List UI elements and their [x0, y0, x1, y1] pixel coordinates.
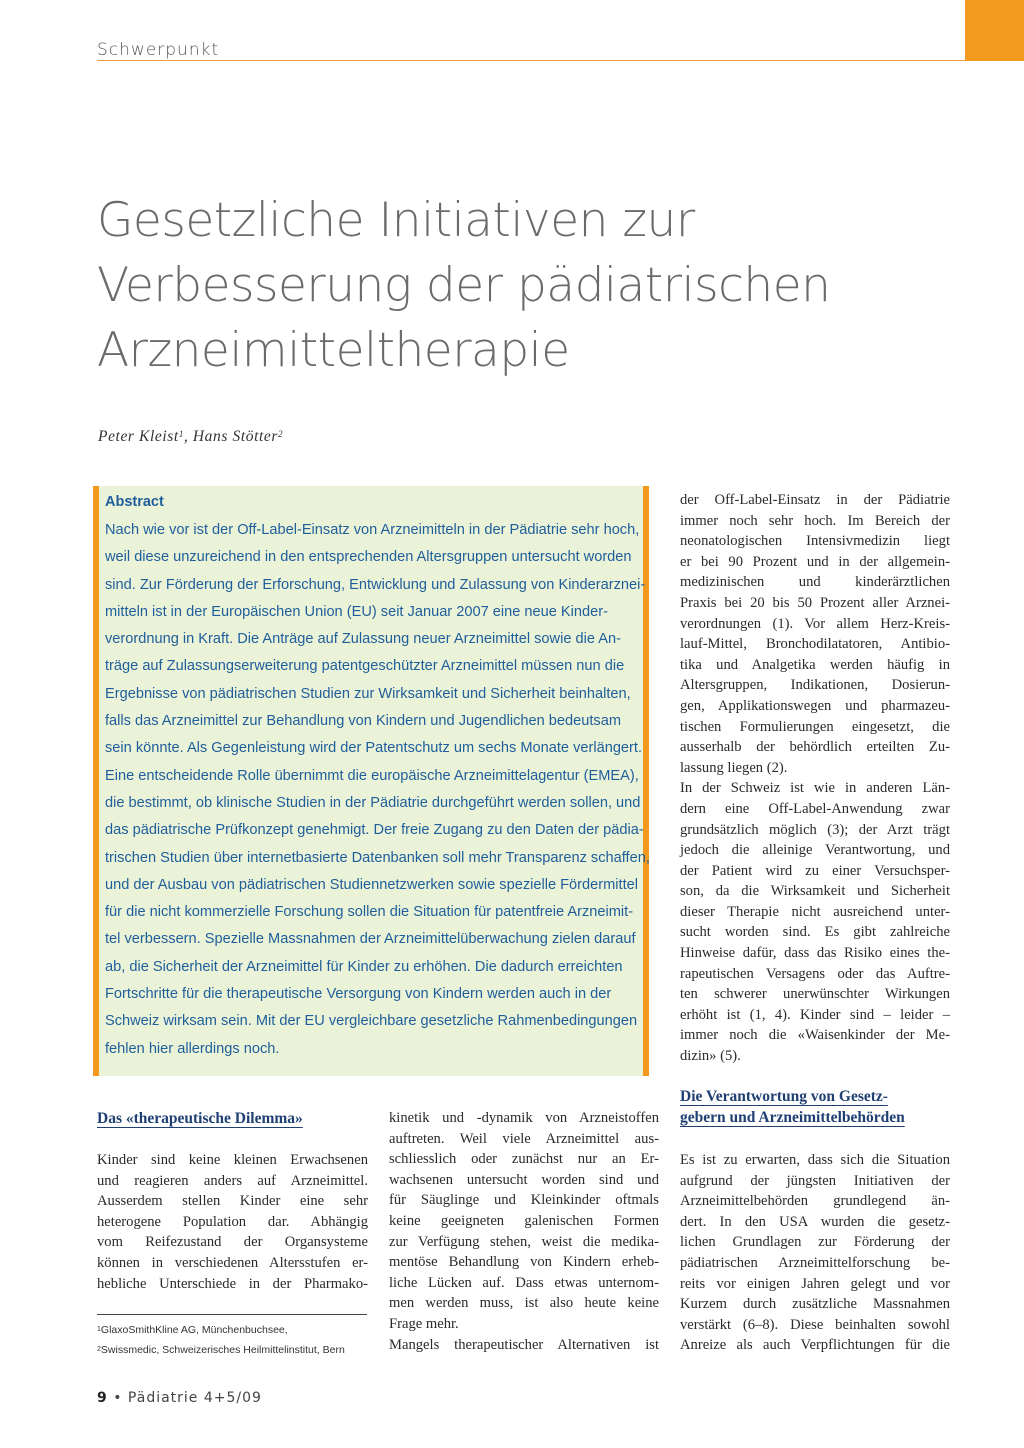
author-affiliation-mark: 1	[178, 429, 184, 439]
abstract-line: für die nicht kommerzielle Forschung sollen die Situation für patentfreie Arzneimit-	[105, 904, 634, 921]
page-number: 9	[97, 1390, 108, 1406]
abstract-line: und der Ausbau von pädiatrischen Studiennetzwerken sowie spezielle Fördermittel	[105, 876, 638, 893]
body-line: heterogene Population dar. Abhängig	[97, 1213, 368, 1230]
column-2-text	[389, 1108, 659, 1355]
heading-line: gebern und Arzneimittelbehörden	[680, 1109, 905, 1126]
body-line: neonatologischen Intensivmedizin liegt	[680, 533, 950, 550]
body-line: Hinweise dafür, dass das Risiko eines the-	[680, 945, 950, 962]
title-line: Arzneimitteltherapie	[97, 323, 570, 378]
body-line: Mangels therapeutischer Alternativen ist	[389, 1336, 659, 1353]
body-line: zur Verfügung stehen, weist die medika-	[389, 1233, 659, 1250]
header-rule	[97, 60, 965, 61]
abstract-line: die bestimmt, ob klinische Studien in der Pädiatrie durchgeführt werden sollen, und	[105, 794, 641, 811]
body-line: er bei 90 Prozent und in der allgemein-	[680, 553, 950, 570]
body-line: lauf-Mittel, Bronchodilatatoren, Antibio-	[680, 636, 950, 653]
body-line: Kurzem durch zusätzliche Massnahmen	[680, 1296, 950, 1313]
body-line: medizinischen und kinderärztlichen	[680, 574, 950, 591]
abstract-line: tel verbessern. Spezielle Massnahmen der Arzneimittelüberwachung zielen darauf	[105, 931, 636, 948]
title-line: Verbesserung der pädiatrischen	[97, 258, 831, 313]
author-affiliation-mark: 2	[278, 429, 284, 439]
abstract-line: weil diese unzureichend in den entsprechenden Altersgruppen untersucht worden	[105, 549, 632, 566]
abstract-line: Ergebnisse von pädiatrischen Studien zur Wirksamkeit und Sicherheit beinhalten,	[105, 685, 631, 702]
body-line: auftreten. Weil viele Arzneimittel aus-	[389, 1130, 659, 1147]
footnote-mark: 2	[97, 1346, 101, 1353]
body-line: reits vor einigen Jahren gelegt und vor	[680, 1275, 950, 1292]
body-line: men werden muss, ist also heute keine	[389, 1295, 659, 1312]
abstract-line: das pädiatrische Prüfkonzept genehmigt. Der freie Zugang zu den Daten der pädia-	[105, 822, 644, 839]
body-line: Kinder sind keine kleinen Erwachsenen	[97, 1152, 368, 1168]
abstract-heading: Abstract	[105, 494, 164, 510]
author-separator: ,	[183, 428, 193, 445]
orange-corner-tab	[965, 0, 1024, 61]
authors	[98, 428, 283, 446]
page-footer	[97, 1390, 262, 1406]
column-1-text	[97, 1150, 368, 1294]
body-line: keine geeigneten galenischen Formen	[389, 1212, 659, 1229]
body-line: gen, Applikationswegen und pharmazeu-	[680, 697, 950, 714]
body-line: rapeutischen Versagens oder das Auftre-	[680, 965, 950, 982]
section-heading-dilemma: Das «therapeutische Dilemma»	[97, 1110, 303, 1127]
body-line: pädiatrischen Arzneimittelforschung be-	[680, 1254, 950, 1271]
abstract-line: verordnung in Kraft. Die Anträge auf Zulassung neuer Arzneimittel sowie die An-	[105, 631, 621, 648]
abstract-line: Schweiz wirksam sein. Mit der EU vergleichbare gesetzliche Rahmenbedingungen	[105, 1013, 638, 1030]
body-line: dern eine Off-Label-Anwendung zwar	[680, 800, 950, 817]
abstract-line: sind. Zur Förderung der Erforschung, Entwicklung und Zulassung von Kinderarznei-	[105, 576, 646, 593]
abstract-line: Nach wie vor ist der Off-Label-Einsatz von Arzneimitteln in der Pädiatrie sehr hoch,	[105, 522, 640, 538]
abstract-line: trischen Studien über internetbasierte Datenbanken soll mehr Transparenz schaffen,	[105, 849, 650, 866]
footnotes	[97, 1320, 345, 1360]
body-line: immer noch sehr hoch. Im Bereich der	[680, 512, 950, 529]
body-line: dieser Therapie nicht ausreichend unter-	[680, 903, 950, 920]
body-line: verstärkt (6–8). Diese beinhalten sowohl	[680, 1316, 950, 1333]
section-label: Schwerpunkt	[97, 40, 220, 60]
abstract-line: träge auf Zulassungserweiterung patentgeschützter Arzneimittel müssen nun die	[105, 658, 625, 675]
footnote-text: GlaxoSmithKline AG, Münchenbuchsee,	[100, 1324, 288, 1336]
abstract-line: ab, die Sicherheit der Arzneimittel für Kinder zu erhöhen. Die dadurch erreichten	[105, 958, 623, 975]
body-line: kinetik und -dynamik von Arzneistoffen	[389, 1110, 659, 1126]
body-line: tischen Formulierungen eingesetzt, die	[680, 718, 950, 735]
body-line: jedoch die alleinige Verantwortung, und	[680, 842, 950, 859]
title-line: Gesetzliche Initiativen zur	[97, 193, 695, 248]
body-line: tika und Analgetika werden häufig in	[680, 656, 950, 673]
abstract-line: mitteln ist in der Europäischen Union (EU) seit Januar 2007 eine neue Kinder-	[105, 603, 608, 620]
body-line: aufgrund der jüngsten Initiativen der	[680, 1172, 950, 1189]
abstract-line: sein könnte. Als Gegenleistung wird der Patentschutz um sechs Monate verlängert.	[105, 740, 643, 757]
footnote-rule	[97, 1314, 367, 1315]
body-line: lassung liegen (2).	[680, 759, 788, 776]
body-line: hebliche Unterschiede in der Pharmako-	[97, 1275, 368, 1292]
right-column-bottom-text	[680, 1150, 950, 1356]
body-line: liche Lücken auf. Dass etwas unternom-	[389, 1274, 659, 1291]
body-line: Praxis bei 20 bis 50 Prozent aller Arznei-	[680, 594, 950, 611]
body-line: Altersgruppen, Indikationen, Dosierun-	[680, 677, 950, 694]
author-name: Peter Kleist	[98, 428, 179, 445]
body-line: dert. In den USA wurden die gesetz-	[680, 1213, 950, 1230]
body-line: vom Reifezustand der Organsysteme	[97, 1234, 368, 1251]
body-line: wachsenen untersucht worden sind und	[389, 1171, 659, 1188]
journal-issue: Pädiatrie 4+5/09	[127, 1390, 262, 1406]
footer-bullet: •	[113, 1390, 123, 1406]
body-line: ten schwerer unerwünschter Wirkungen	[680, 986, 950, 1003]
body-line: Arzneimittelbehörden grundlegend än-	[680, 1193, 950, 1210]
footnote	[97, 1320, 345, 1340]
body-line: lichen Grundlagen zur Förderung der	[680, 1234, 950, 1251]
body-line: Es ist zu erwarten, dass sich die Situation	[680, 1152, 950, 1168]
body-line: und reagieren anders auf Arzneimittel.	[97, 1172, 368, 1189]
body-line: Frage mehr.	[389, 1315, 459, 1332]
abstract-line: fehlen hier allerdings noch.	[105, 1040, 280, 1057]
body-line: verordnungen (1). Vor allem Herz-Kreis-	[680, 615, 950, 632]
body-line: schliesslich oder zunächst nur an Er-	[389, 1151, 659, 1168]
body-line: In der Schweiz ist wie in anderen Län-	[680, 780, 950, 797]
body-line: grundsätzlich möglich (3); der Arzt trägt	[680, 821, 950, 838]
author-name: Hans Stötter	[192, 428, 279, 445]
abstract-line: Eine entscheidende Rolle übernimmt die europäische Arzneimittelagentur (EMEA),	[105, 767, 639, 784]
body-line: der Off-Label-Einsatz in der Pädiatrie	[680, 492, 950, 508]
body-line: sucht worden sind. Es gibt zahlreiche	[680, 924, 950, 941]
body-line: für Säuglinge und Kleinkinder oftmals	[389, 1192, 659, 1209]
body-line: Ausserdem stellen Kinder eine sehr	[97, 1193, 368, 1210]
body-line: son, da die Wirksamkeit und Sicherheit	[680, 883, 950, 900]
body-line: mentöse Behandlung von Kindern erheb-	[389, 1254, 659, 1271]
footnote-text: Swissmedic, Schweizerisches Heilmittelinstitut, Bern	[100, 1344, 345, 1356]
section-heading-verantwortung	[680, 1086, 905, 1128]
right-column-text	[680, 490, 950, 1067]
article-title	[97, 188, 957, 383]
body-line: erhöht ist (1, 4). Kinder sind – leider –	[680, 1006, 950, 1023]
footnote	[97, 1340, 345, 1360]
body-line: ausserhalb der behördlich erteilten Zu-	[680, 739, 950, 756]
footnote-mark: 1	[97, 1326, 101, 1333]
abstract-line: falls das Arzneimittel zur Behandlung von Kindern und Jugendlichen bedeutsam	[105, 713, 621, 730]
body-line: immer noch die «Waisenkinder der Me-	[680, 1027, 950, 1044]
body-line: können in verschiedenen Altersstufen er-	[97, 1254, 368, 1271]
body-line: der Patient wird zu einer Versuchsper-	[680, 862, 950, 879]
body-line: dizin» (5).	[680, 1048, 741, 1065]
abstract-text	[105, 517, 650, 1063]
body-line: Anreize als auch Verpflichtungen für die	[680, 1337, 950, 1354]
abstract-line: Fortschritte für die therapeutische Versorgung von Kindern werden auch in der	[105, 986, 612, 1003]
heading-line: Die Verantwortung von Gesetz-	[680, 1088, 888, 1105]
